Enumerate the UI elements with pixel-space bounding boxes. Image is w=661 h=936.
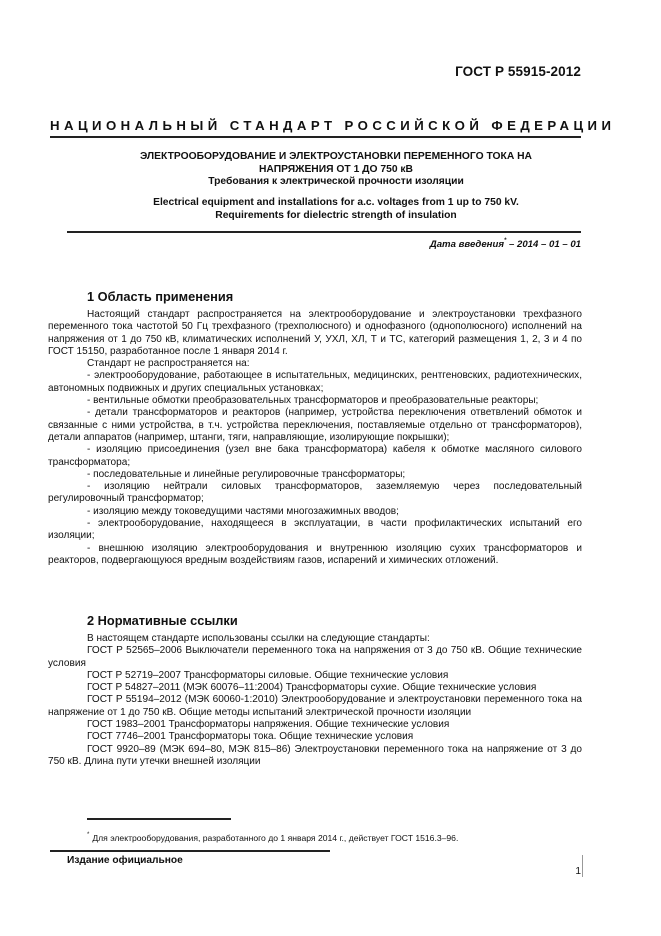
footnote-marker: *: [87, 832, 90, 838]
intro-date-label: Дата введения: [429, 239, 504, 250]
intro-date: [430, 238, 581, 250]
section-2-heading: 2 Нормативные ссылки: [87, 613, 238, 628]
gost-code: ГОСТ Р 55915-2012: [455, 64, 581, 79]
footnote-text: Для электрооборудования, разработанного до 1 января 2014 г., действует ГОСТ 1516.3–96.: [92, 833, 459, 843]
page-number: 1: [575, 866, 581, 877]
intro-date-footnote-marker: *: [503, 238, 507, 244]
section-2-paragraph: ГОСТ Р 55194–2012 (МЭК 60060-1:2010) Электрооборудование и электроустановки переменного тока на напряжение от 1 до 750 кВ. Общие методы испытаний электрической прочности изоляции: [48, 694, 582, 718]
title-russian: [86, 151, 586, 189]
national-standard-banner: НАЦИОНАЛЬНЫЙ СТАНДАРТ РОССИЙСКОЙ ФЕДЕРАЦИИ: [50, 118, 616, 133]
section-1-paragraph: - электрооборудование, находящееся в эксплуатации, в части профилактических испытаний его изоляции;: [48, 518, 582, 542]
section-1-paragraph: - детали трансформаторов и реакторов (например, устройства переключения ответвлений обмоток и связанные с ними устройства, в т.ч. устройства переключения, поставляемые отдельно от трансформаторов), детали аппаратов (например, штанги, тяги, направляющие, изолирующие покрышки);: [48, 407, 582, 443]
section-normative-references: [48, 614, 582, 768]
title-ru-subtitle: Требования к электрической прочности изоляции: [208, 176, 464, 187]
section-1-paragraph: - изоляцию нейтрали силовых трансформаторов, заземляемую через последовательный регулировочный трансформатор;: [48, 481, 582, 505]
section-1-heading: 1 Область применения: [87, 289, 234, 304]
section-2-paragraph: ГОСТ 1983–2001 Трансформаторы напряжения. Общие технические условия: [87, 719, 450, 731]
section-1-paragraph: - изоляцию между токоведущими частями многозажимных вводов;: [87, 505, 399, 517]
section-scope: [48, 290, 582, 567]
section-1-paragraph: Настоящий стандарт распространяется на электрооборудование и электроустановки трехфазного переменного тока частотой 50 Гц трехфазного (трехполюсного) и однофазного (однополюсного) исполнений на напряжения от 1 до 750 кВ, климатических исполнений У, УХЛ, ХЛ, Т и ТС, категорий размещения 1, 2, 3 и 4 по ГОСТ 15150, разработанное после 1 января 2014 г.: [48, 309, 582, 357]
section-1-paragraph: - изоляцию присоединения (узел вне бака трансформатора) кабеля к обмотке масляного силового трансформатора;: [48, 444, 582, 468]
section-1-paragraph: - электрооборудование, работающее в испытательных, медицинских, рентгеновских, радиотехнических, автономных подвижных и других специальных установках;: [48, 370, 582, 394]
section-2-paragraph: В настоящем стандарте использованы ссылки на следующие стандарты:: [87, 633, 430, 644]
section-1-paragraph: Стандарт не распространяется на:: [87, 358, 250, 370]
title-english: [86, 197, 586, 222]
footnote: [87, 832, 458, 843]
section-2-paragraph: ГОСТ 7746–2001 Трансформаторы тока. Общие технические условия: [87, 731, 414, 743]
edition-label: Издание официальное: [67, 855, 183, 866]
intro-date-value: – 2014 – 01 – 01: [506, 239, 581, 250]
title-divider: [67, 231, 581, 233]
title-ru-line-2: НАПРЯЖЕНИЯ ОТ 1 ДО 750 кВ: [258, 163, 413, 175]
title-en-line-1: Electrical equipment and installations for a.c. voltages from 1 up to 750 kV.: [153, 197, 519, 208]
footnote-divider: [87, 818, 231, 820]
section-2-paragraph: ГОСТ Р 52565–2006 Выключатели переменного тока на напряжения от 3 до 750 кВ. Общие технические условия: [48, 645, 582, 669]
section-1-paragraph: - внешнюю изоляцию электрооборудования и внутреннюю изоляцию сухих трансформаторов и реакторов, подвергающуюся вредным воздействиям газов, испарений и химических отложений.: [48, 542, 582, 566]
section-2-paragraph: ГОСТ Р 52719–2007 Трансформаторы силовые. Общие технические условия: [87, 669, 449, 681]
section-2-paragraph: ГОСТ Р 54827–2011 (МЭК 60076–11:2004) Трансформаторы сухие. Общие технические условия: [87, 682, 537, 694]
title-en-line-2: Requirements for dielectric strength of insulation: [215, 209, 457, 221]
banner-divider: [50, 136, 581, 138]
section-1-paragraph: - вентильные обмотки преобразовательных трансформаторов и преобразовательные реакторы;: [87, 395, 539, 407]
footer-divider: [50, 850, 330, 852]
section-2-paragraph: ГОСТ 9920–89 (МЭК 694–80, МЭК 815–86) Электроустановки переменного тока на напряжение от 3 до 750 кВ. Длина пути утечки внешней изоляции: [48, 743, 582, 767]
title-ru-line-1: ЭЛЕКТРООБОРУДОВАНИЕ И ЭЛЕКТРОУСТАНОВКИ ПЕРЕМЕННОГО ТОКА НА: [140, 151, 532, 162]
margin-mark: [582, 855, 583, 877]
section-1-paragraph: - последовательные и линейные регулировочные трансформаторы;: [87, 468, 406, 480]
